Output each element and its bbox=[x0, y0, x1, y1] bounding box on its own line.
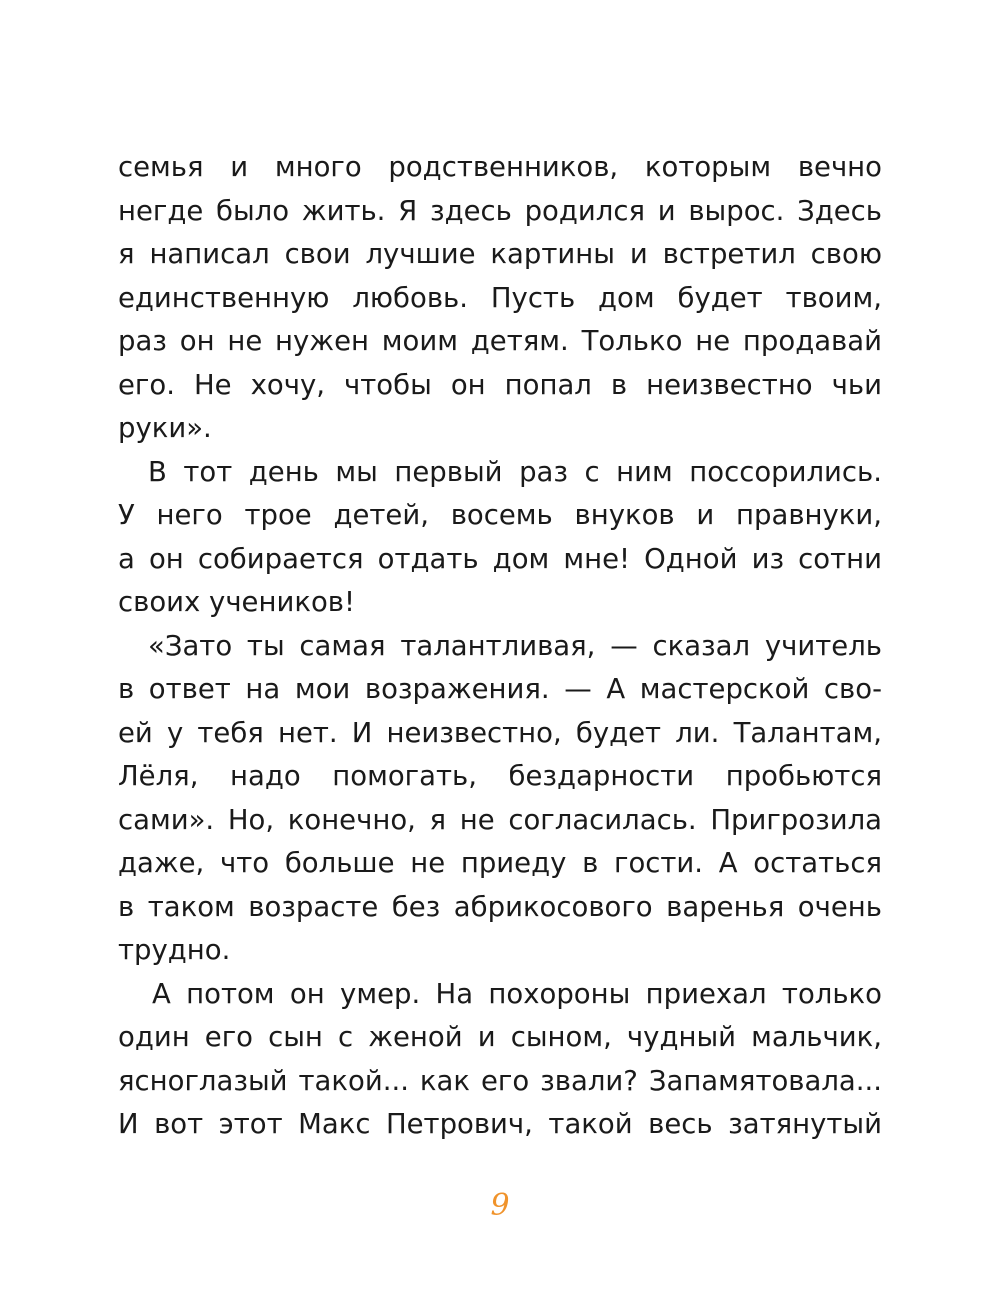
text-line: И вот этот Макс Петрович, такой весь затянутый bbox=[118, 1108, 882, 1140]
text-line: руки». bbox=[118, 412, 212, 444]
page-text bbox=[118, 146, 882, 1147]
text-line: негде было жить. Я здесь родился и вырос. Здесь bbox=[118, 194, 882, 227]
text-line: а он собирается отдать дом мне! Одной из сотни bbox=[118, 542, 882, 575]
text-line: в таком возрасте без абрикосового варенья очень bbox=[118, 890, 882, 923]
text-line: сами». Но, конечно, я не согласилась. Пригрозила bbox=[118, 803, 882, 836]
text-line: своих учеников! bbox=[118, 586, 355, 618]
text-line: единственную любовь. Пусть дом будет твоим, bbox=[118, 281, 882, 314]
text-line: раз он не нужен моим детям. Только не продавай bbox=[118, 325, 882, 357]
text-line: семья и много родственников, которым вечно bbox=[118, 151, 882, 183]
text-line: его. Не хочу, чтобы он попал в неизвестно чьи bbox=[118, 368, 882, 401]
text-line: в ответ на мои возражения. — А мастерской сво- bbox=[118, 673, 882, 705]
text-line: даже, что больше не приеду в гости. А остаться bbox=[118, 847, 882, 879]
text-line: ясноглазый такой... как его звали? Запамятовала... bbox=[118, 1064, 882, 1097]
text-line: я написал свои лучшие картины и встретил свою bbox=[118, 238, 882, 270]
text-line: Лёля, надо помогать, бездарности пробьются bbox=[118, 760, 882, 792]
text-line: один его сын с женой и сыном, чудный мальчик, bbox=[118, 1021, 882, 1053]
text-line: трудно. bbox=[118, 934, 231, 966]
text-line: ей у тебя нет. И неизвестно, будет ли. Талантам, bbox=[118, 716, 882, 749]
paragraph-first-line: В тот день мы первый раз с ним поссорились. bbox=[148, 455, 882, 488]
text-line: У него трое детей, восемь внуков и правнуки, bbox=[118, 499, 882, 531]
paragraph-first-line: А потом он умер. На похороны приехал только bbox=[152, 977, 882, 1010]
page-number: 9 bbox=[490, 1188, 510, 1223]
paragraph-first-line: «Зато ты самая талантливая, — сказал учитель bbox=[148, 629, 882, 662]
